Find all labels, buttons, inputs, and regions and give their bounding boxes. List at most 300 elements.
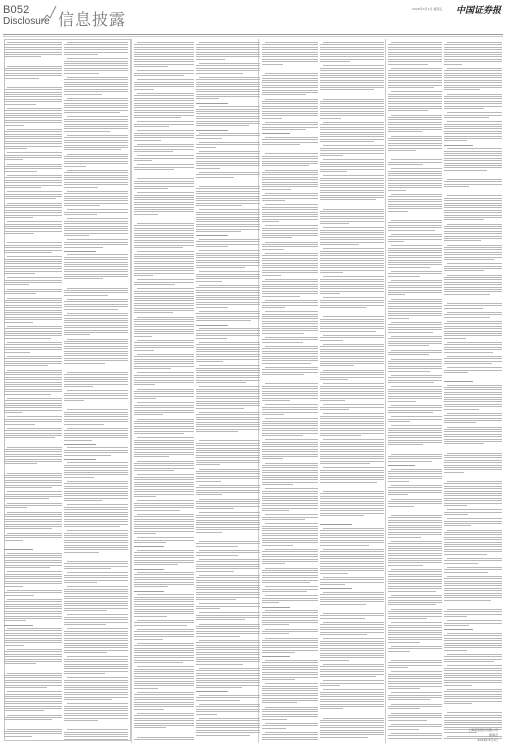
text-line bbox=[444, 422, 476, 423]
text-line bbox=[391, 386, 442, 387]
text-line bbox=[262, 372, 318, 373]
text-line bbox=[196, 44, 260, 45]
text-line bbox=[4, 555, 62, 556]
text-line bbox=[4, 560, 62, 561]
text-line bbox=[320, 300, 384, 301]
text-line bbox=[444, 715, 502, 716]
text-line bbox=[134, 342, 194, 343]
text-line bbox=[262, 484, 293, 485]
text-line bbox=[64, 290, 128, 291]
text-line bbox=[196, 281, 222, 282]
text-line bbox=[64, 103, 128, 104]
text-line bbox=[196, 450, 260, 451]
text-line bbox=[388, 292, 442, 293]
text-line bbox=[444, 397, 502, 398]
text-line bbox=[262, 184, 318, 185]
text-line bbox=[137, 223, 194, 224]
text-line bbox=[64, 450, 128, 451]
text-line bbox=[323, 276, 384, 277]
text-line bbox=[320, 615, 384, 616]
text-line bbox=[196, 229, 260, 230]
text-line bbox=[196, 561, 260, 562]
text-line bbox=[7, 473, 62, 474]
text-line bbox=[320, 284, 384, 285]
text-line bbox=[265, 568, 318, 569]
text-line bbox=[64, 257, 128, 258]
text-line bbox=[196, 123, 260, 124]
text-line bbox=[64, 452, 128, 453]
text-line bbox=[265, 439, 318, 440]
text-line bbox=[64, 86, 128, 87]
text-line bbox=[4, 733, 62, 734]
text-line bbox=[196, 65, 260, 66]
text-line bbox=[447, 179, 502, 180]
text-line bbox=[262, 56, 318, 57]
text-line bbox=[134, 516, 194, 517]
text-line bbox=[64, 591, 128, 592]
text-line bbox=[7, 590, 62, 591]
text-line bbox=[265, 610, 318, 611]
text-line bbox=[4, 284, 29, 285]
text-line bbox=[7, 129, 62, 130]
text-line bbox=[320, 669, 384, 670]
text-line bbox=[320, 551, 384, 552]
text-line bbox=[67, 339, 128, 340]
text-line bbox=[64, 318, 128, 319]
text-line bbox=[64, 128, 128, 129]
text-line bbox=[444, 467, 502, 468]
subheading-line bbox=[262, 656, 290, 657]
text-line bbox=[388, 398, 442, 399]
text-line bbox=[320, 232, 384, 233]
text-line bbox=[64, 309, 118, 310]
text-line bbox=[444, 595, 502, 596]
text-line bbox=[64, 91, 128, 92]
text-line bbox=[320, 127, 384, 128]
text-line bbox=[64, 673, 105, 674]
text-line bbox=[137, 514, 194, 515]
text-line bbox=[134, 542, 166, 543]
text-line bbox=[444, 317, 490, 318]
text-line bbox=[134, 507, 194, 508]
text-line bbox=[134, 410, 194, 411]
text-line bbox=[320, 694, 384, 695]
text-line bbox=[64, 400, 84, 401]
text-line bbox=[444, 685, 472, 686]
text-line bbox=[444, 465, 502, 466]
text-line bbox=[199, 106, 260, 107]
text-line bbox=[444, 462, 502, 463]
text-line bbox=[4, 736, 32, 737]
text-line bbox=[196, 125, 249, 126]
text-line bbox=[320, 566, 384, 567]
text-line bbox=[388, 187, 442, 188]
text-line bbox=[196, 267, 245, 268]
text-line bbox=[199, 77, 260, 78]
text-line bbox=[4, 194, 62, 195]
text-line bbox=[444, 647, 502, 648]
text-line bbox=[196, 214, 260, 215]
text-line bbox=[320, 508, 384, 509]
subheading-line bbox=[320, 524, 352, 525]
text-line bbox=[388, 264, 442, 265]
text-line bbox=[388, 667, 408, 668]
text-line bbox=[4, 273, 35, 274]
text-line bbox=[320, 643, 384, 644]
text-line bbox=[388, 303, 442, 304]
text-line bbox=[320, 286, 384, 287]
text-line bbox=[391, 595, 442, 596]
publication-logo: 中国证券报 bbox=[456, 6, 502, 16]
text-line bbox=[320, 49, 384, 50]
text-line bbox=[320, 671, 384, 672]
text-line bbox=[444, 724, 502, 725]
text-line bbox=[134, 463, 194, 464]
text-line bbox=[391, 405, 442, 406]
text-line bbox=[67, 170, 128, 171]
text-line bbox=[134, 52, 194, 53]
text-line bbox=[262, 554, 318, 555]
text-line bbox=[320, 655, 384, 656]
text-line bbox=[388, 432, 442, 433]
text-line bbox=[320, 153, 384, 154]
text-line bbox=[64, 292, 128, 293]
text-line bbox=[196, 241, 260, 242]
text-line bbox=[196, 118, 260, 119]
text-line bbox=[320, 56, 384, 57]
text-line bbox=[4, 155, 62, 156]
text-line bbox=[444, 569, 502, 570]
text-line bbox=[444, 434, 502, 435]
text-line bbox=[388, 662, 442, 663]
text-line bbox=[388, 421, 410, 422]
text-line bbox=[444, 682, 502, 683]
text-line bbox=[444, 103, 502, 104]
text-line bbox=[134, 477, 194, 478]
text-line bbox=[444, 284, 502, 285]
text-line bbox=[444, 126, 502, 127]
text-line bbox=[64, 110, 128, 111]
text-line bbox=[320, 328, 384, 329]
text-line bbox=[196, 675, 260, 676]
text-line bbox=[320, 428, 384, 429]
text-line bbox=[320, 513, 384, 514]
text-line bbox=[7, 164, 62, 165]
subheading-line bbox=[196, 130, 228, 131]
text-line bbox=[134, 245, 194, 246]
text-line bbox=[134, 242, 194, 243]
text-line bbox=[388, 77, 442, 78]
text-line bbox=[7, 691, 62, 692]
text-line bbox=[196, 647, 260, 648]
text-line bbox=[444, 75, 502, 76]
text-line bbox=[262, 652, 295, 653]
text-line bbox=[4, 233, 34, 234]
text-line bbox=[444, 616, 467, 617]
text-line bbox=[388, 49, 442, 50]
text-line bbox=[134, 442, 194, 443]
text-line bbox=[196, 200, 260, 201]
text-line bbox=[4, 333, 62, 334]
text-line bbox=[388, 150, 416, 151]
text-line bbox=[134, 225, 194, 226]
text-line bbox=[444, 389, 502, 390]
text-line bbox=[388, 241, 404, 242]
text-line bbox=[196, 82, 260, 83]
text-line bbox=[134, 697, 194, 698]
text-line bbox=[262, 475, 318, 476]
text-line bbox=[4, 384, 62, 385]
text-line bbox=[447, 94, 502, 95]
text-line bbox=[4, 210, 62, 211]
text-line bbox=[196, 577, 260, 578]
text-line bbox=[64, 52, 128, 53]
text-line bbox=[134, 133, 194, 134]
text-line bbox=[262, 645, 318, 646]
text-line bbox=[4, 224, 62, 225]
text-line bbox=[262, 235, 318, 236]
text-line bbox=[444, 247, 502, 248]
text-line bbox=[64, 416, 128, 417]
text-line bbox=[4, 578, 62, 579]
text-line bbox=[134, 49, 194, 50]
page-header bbox=[0, 0, 506, 28]
text-line bbox=[262, 570, 318, 571]
text-line bbox=[196, 706, 260, 707]
text-line bbox=[196, 654, 260, 655]
text-line bbox=[134, 256, 194, 257]
text-line bbox=[134, 678, 194, 679]
text-line bbox=[265, 346, 318, 347]
text-line bbox=[4, 419, 62, 420]
text-line bbox=[7, 398, 62, 399]
text-line bbox=[391, 168, 442, 169]
text-line bbox=[262, 207, 318, 208]
text-line bbox=[7, 628, 62, 629]
text-line bbox=[262, 400, 290, 401]
text-line bbox=[444, 333, 502, 334]
text-line bbox=[4, 157, 62, 158]
text-line bbox=[64, 221, 128, 222]
subheading-line bbox=[64, 444, 96, 445]
text-line bbox=[320, 433, 384, 434]
text-line bbox=[64, 82, 128, 83]
text-line bbox=[262, 465, 318, 466]
text-line bbox=[64, 212, 128, 213]
text-line bbox=[262, 577, 318, 578]
text-line bbox=[444, 472, 464, 473]
text-line bbox=[4, 528, 52, 529]
text-line bbox=[444, 585, 502, 586]
text-line bbox=[4, 99, 62, 100]
text-line bbox=[7, 203, 62, 204]
text-line bbox=[4, 146, 62, 147]
text-line bbox=[444, 650, 467, 651]
text-line bbox=[444, 207, 502, 208]
text-line bbox=[262, 517, 318, 518]
text-line bbox=[320, 52, 384, 53]
text-line bbox=[64, 474, 128, 475]
text-line bbox=[265, 311, 318, 312]
text-line bbox=[64, 63, 128, 64]
text-line bbox=[4, 710, 44, 711]
text-line bbox=[265, 99, 318, 100]
text-line bbox=[447, 481, 502, 482]
text-line bbox=[4, 52, 62, 53]
text-line bbox=[134, 657, 194, 658]
text-line bbox=[4, 185, 62, 186]
text-line bbox=[64, 412, 128, 413]
text-line bbox=[64, 664, 128, 665]
text-line bbox=[4, 271, 62, 272]
text-line bbox=[320, 676, 376, 677]
text-line bbox=[262, 291, 318, 292]
text-line bbox=[388, 52, 442, 53]
text-line bbox=[134, 350, 154, 351]
text-line bbox=[137, 130, 194, 131]
text-line bbox=[262, 267, 318, 268]
text-line bbox=[134, 503, 194, 504]
text-line bbox=[265, 418, 318, 419]
text-line bbox=[196, 628, 260, 629]
text-line bbox=[196, 224, 260, 225]
text-line bbox=[64, 226, 128, 227]
text-line bbox=[444, 133, 502, 134]
text-line bbox=[4, 654, 62, 655]
text-line bbox=[444, 231, 502, 232]
text-line bbox=[4, 694, 62, 695]
text-line bbox=[323, 592, 384, 593]
text-line bbox=[64, 706, 128, 707]
text-line bbox=[388, 487, 442, 488]
text-line bbox=[196, 599, 236, 600]
text-line bbox=[320, 542, 384, 543]
text-line bbox=[64, 734, 128, 735]
text-line bbox=[196, 253, 260, 254]
text-line bbox=[447, 263, 502, 264]
text-line bbox=[444, 70, 502, 71]
text-line bbox=[388, 678, 442, 679]
text-line bbox=[7, 416, 62, 417]
text-line bbox=[323, 439, 384, 440]
text-line bbox=[64, 643, 128, 644]
text-line bbox=[388, 206, 442, 207]
text-line bbox=[134, 391, 194, 392]
text-line bbox=[196, 487, 260, 488]
text-line bbox=[262, 695, 318, 696]
text-line bbox=[444, 514, 468, 515]
text-line bbox=[444, 170, 487, 171]
text-line bbox=[134, 725, 194, 726]
text-line bbox=[134, 454, 194, 455]
header-rule-thin bbox=[3, 36, 503, 37]
text-line bbox=[388, 318, 409, 319]
text-line bbox=[262, 388, 318, 389]
text-line bbox=[262, 360, 318, 361]
footer-company: 上海某某股份有限公司 bbox=[467, 728, 498, 732]
text-line bbox=[391, 280, 442, 281]
text-line bbox=[4, 312, 62, 313]
text-line bbox=[4, 675, 62, 676]
text-line bbox=[134, 449, 194, 450]
text-line bbox=[196, 403, 260, 404]
text-line bbox=[262, 700, 318, 701]
text-line bbox=[64, 537, 128, 538]
text-line bbox=[262, 179, 318, 180]
text-line bbox=[196, 649, 260, 650]
text-line bbox=[262, 493, 318, 494]
text-line bbox=[4, 245, 62, 246]
text-line bbox=[4, 117, 62, 118]
text-line bbox=[262, 80, 318, 81]
text-line bbox=[64, 140, 128, 141]
text-line bbox=[4, 606, 62, 607]
text-line bbox=[64, 483, 128, 484]
text-line bbox=[134, 662, 183, 663]
text-line bbox=[199, 172, 260, 173]
text-line bbox=[199, 250, 260, 251]
text-line bbox=[134, 528, 194, 529]
text-line bbox=[391, 42, 442, 43]
text-line bbox=[196, 354, 260, 355]
text-line bbox=[4, 212, 62, 213]
text-line bbox=[4, 604, 62, 605]
text-line bbox=[196, 398, 260, 399]
text-line bbox=[134, 398, 156, 399]
text-line bbox=[265, 137, 318, 138]
text-line bbox=[134, 380, 194, 381]
text-line bbox=[320, 180, 384, 181]
text-line bbox=[134, 440, 194, 441]
text-line bbox=[262, 665, 318, 666]
text-line bbox=[137, 692, 194, 693]
text-line bbox=[262, 528, 318, 529]
subheading-line bbox=[444, 145, 473, 146]
text-line bbox=[134, 405, 194, 406]
text-line bbox=[7, 175, 62, 176]
text-line bbox=[64, 624, 106, 625]
text-line bbox=[444, 505, 467, 506]
text-line bbox=[262, 679, 295, 680]
text-line bbox=[64, 509, 128, 510]
text-line bbox=[320, 604, 366, 605]
text-line bbox=[262, 182, 318, 183]
text-line bbox=[4, 49, 62, 50]
text-line bbox=[64, 563, 128, 564]
text-line bbox=[64, 521, 128, 522]
text-line bbox=[265, 629, 318, 630]
text-line bbox=[444, 722, 502, 723]
text-line bbox=[262, 491, 318, 492]
text-line bbox=[196, 94, 260, 95]
text-line bbox=[262, 412, 318, 413]
text-line bbox=[388, 503, 442, 504]
text-line bbox=[391, 609, 442, 610]
text-line bbox=[388, 230, 435, 231]
text-line bbox=[64, 264, 128, 265]
text-line bbox=[196, 156, 260, 157]
text-line bbox=[323, 383, 384, 384]
text-line bbox=[137, 288, 194, 289]
text-line bbox=[4, 611, 62, 612]
text-line bbox=[320, 346, 384, 347]
text-line bbox=[388, 676, 442, 677]
text-line bbox=[196, 297, 260, 298]
text-line bbox=[64, 580, 128, 581]
text-line bbox=[447, 712, 502, 713]
text-line bbox=[262, 230, 318, 231]
text-line bbox=[134, 494, 194, 495]
